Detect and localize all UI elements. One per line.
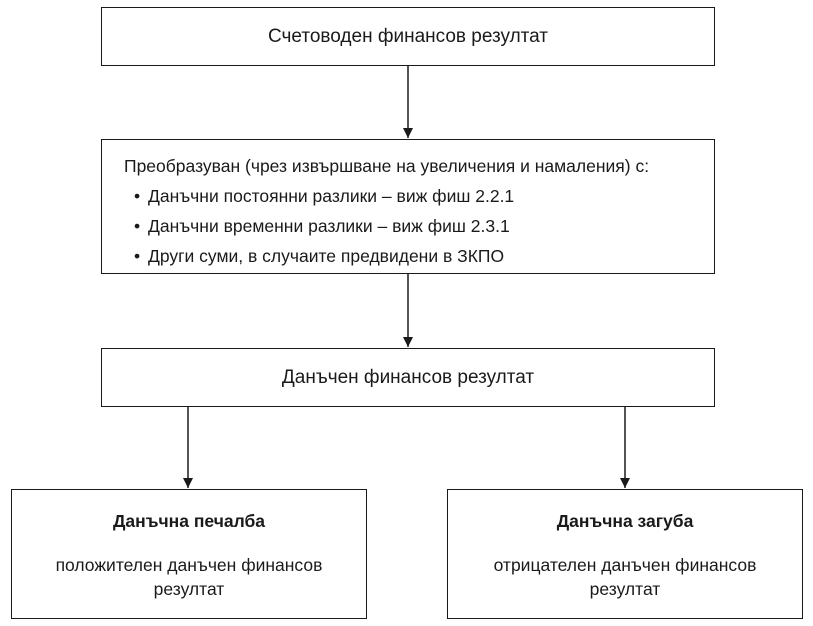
list-item-text: Други суми, в случаите предвидени в ЗКПО <box>148 246 505 266</box>
tax-result-label: Данъчен финансов резултат <box>281 366 535 388</box>
list-item-text: Данъчни постоянни разлики – виж фиш 2.2.1 <box>148 186 515 206</box>
tax-profit-title: Данъчна печалба <box>112 511 266 531</box>
tax-loss-box <box>447 489 803 619</box>
adjustment-list <box>124 185 714 267</box>
tax-result-box <box>101 348 715 407</box>
list-item-text: Данъчни временни разлики – виж фиш 2.3.1 <box>148 216 510 236</box>
bullet-icon: • <box>134 216 141 236</box>
list-item <box>124 215 714 237</box>
tax-profit-box <box>11 489 367 619</box>
accounting-result-label: Счетоводен финансов резултат <box>267 25 549 47</box>
accounting-result-box <box>101 7 715 66</box>
list-item <box>124 245 714 267</box>
transformation-intro: Преобразуван (чрез извършване на увеличения и намаления) с: <box>124 156 650 176</box>
list-item <box>124 185 714 207</box>
tax-profit-description: положителен данъчен финансов резултат <box>55 555 323 599</box>
tax-loss-title: Данъчна загуба <box>556 511 694 531</box>
transformation-box <box>101 139 715 274</box>
bullet-icon: • <box>134 246 141 266</box>
tax-loss-description: отрицателен данъчен финансов резултат <box>493 555 757 599</box>
bullet-icon: • <box>134 186 141 206</box>
